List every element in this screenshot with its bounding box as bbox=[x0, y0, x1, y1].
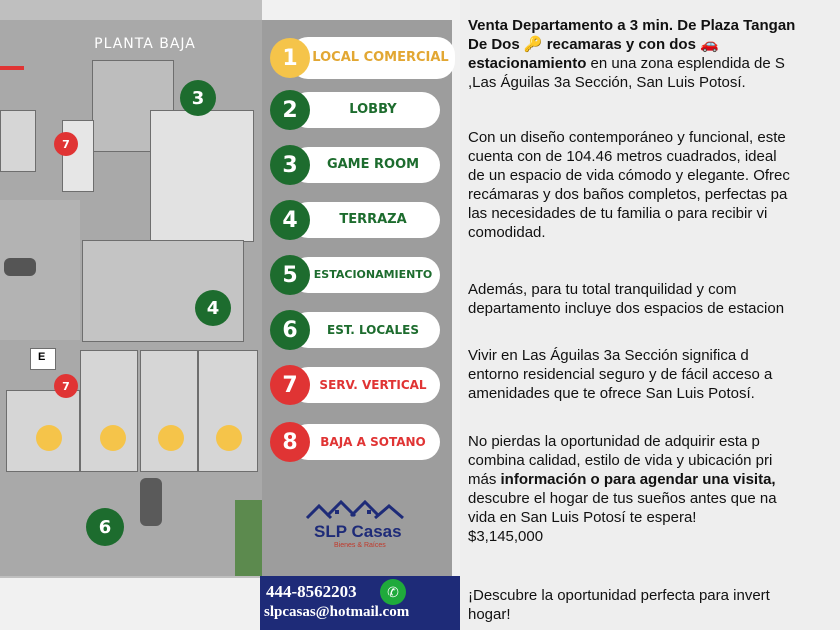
line: cuenta con de 104.46 metros cuadrados, ideal bbox=[468, 148, 777, 165]
garden-strip bbox=[235, 500, 262, 576]
red-arrow-icon bbox=[0, 66, 24, 70]
line-bold: información o para agendar una visita, bbox=[500, 471, 776, 488]
local-marker-2 bbox=[100, 425, 126, 451]
legend-item-lobby bbox=[270, 90, 442, 130]
line: de un espacio de vida cómodo y elegante. Ofrec bbox=[468, 167, 790, 184]
plan-title: PLANTA BAJA bbox=[94, 36, 196, 52]
legend-item-local-comercial bbox=[270, 36, 449, 80]
local-3 bbox=[140, 350, 198, 472]
floor-plan-image bbox=[0, 0, 262, 578]
legend-item-estacionamiento bbox=[270, 255, 442, 295]
local-4 bbox=[198, 350, 258, 472]
line: combina calidad, estilo de vida y ubicación pri bbox=[468, 452, 773, 469]
legend-label: GAME ROOM bbox=[290, 147, 440, 183]
legend-item-serv-vertical bbox=[270, 365, 442, 405]
legend-label: SERV. VERTICAL bbox=[290, 367, 440, 403]
listing-headline bbox=[468, 16, 840, 92]
headline-line-4: ,Las Águilas 3a Sección, San Luis Potosí. bbox=[468, 74, 746, 91]
legend-item-baja-a-sotano bbox=[270, 422, 442, 462]
line: amenidades que te ofrece San Luis Potosí. bbox=[468, 385, 755, 402]
legend-number: 8 bbox=[270, 422, 310, 462]
paragraph-location bbox=[468, 346, 840, 403]
legend-number: 3 bbox=[270, 145, 310, 185]
legend-item-game-room bbox=[270, 145, 442, 185]
legend-number: 2 bbox=[270, 90, 310, 130]
map-marker-3: 3 bbox=[180, 80, 216, 116]
legend-number: 6 bbox=[270, 310, 310, 350]
listing-price: $3,145,000 bbox=[468, 528, 544, 545]
line: vida en San Luis Potosí te espera! bbox=[468, 509, 697, 526]
line: No pierdas la oportunidad de adquirir esta p bbox=[468, 433, 760, 450]
paragraph-parking bbox=[468, 280, 840, 318]
slp-casas-logo bbox=[290, 500, 420, 560]
legend-label: TERRAZA bbox=[290, 202, 440, 238]
headline-line-3 bbox=[468, 54, 840, 73]
line: Además, para tu total tranquilidad y com bbox=[468, 281, 737, 298]
line: Con un diseño contemporáneo y funcional, este bbox=[468, 129, 786, 146]
legend-label: ESTACIONAMIENTO bbox=[290, 257, 440, 293]
line-pre: más bbox=[468, 471, 501, 488]
map-marker-7-bottom: 7 bbox=[54, 374, 78, 398]
legend-item-est-locales bbox=[270, 310, 442, 350]
service-room bbox=[30, 348, 56, 370]
line bbox=[468, 470, 840, 489]
legend-number: 4 bbox=[270, 200, 310, 240]
local-2 bbox=[80, 350, 138, 472]
logo-name: SLP Casas bbox=[314, 522, 402, 541]
headline-line-1: Venta Departamento a 3 min. De Plaza Tangan bbox=[468, 17, 796, 34]
headline-bold: estacionamiento bbox=[468, 55, 587, 72]
paragraph-opportunity bbox=[468, 432, 840, 546]
legend-label: EST. LOCALES bbox=[290, 312, 440, 348]
car-shape bbox=[4, 258, 36, 276]
listing-text-panel bbox=[460, 0, 840, 630]
line: ¡Descubre la oportunidad perfecta para invert bbox=[468, 587, 770, 604]
legend-label: BAJA A SOTANO bbox=[290, 424, 440, 460]
map-marker-6: 6 bbox=[86, 508, 124, 546]
line: Vivir en Las Águilas 3a Sección significa d bbox=[468, 347, 749, 364]
paragraph-design bbox=[468, 128, 840, 242]
contact-bar bbox=[260, 576, 460, 630]
room-letter: E bbox=[38, 351, 46, 363]
line: departamento incluye dos espacios de estacion bbox=[468, 300, 785, 317]
map-marker-4: 4 bbox=[195, 290, 231, 326]
paragraph-closing bbox=[468, 586, 840, 624]
headline-line-2: De Dos 🔑 recamaras y con dos 🚗 bbox=[468, 36, 719, 53]
line: recámaras y dos baños completos, perfectas pa bbox=[468, 186, 788, 203]
headline-rest: en una zona esplendida de S bbox=[586, 55, 785, 72]
legend-label: LOBBY bbox=[290, 92, 440, 128]
line: hogar! bbox=[468, 606, 511, 623]
line: las necesidades de tu familia o para recibir vi bbox=[468, 205, 768, 222]
legend-label: LOCAL COMERCIAL bbox=[290, 37, 455, 79]
line: descubre el hogar de tus sueños antes que na bbox=[468, 490, 777, 507]
local-marker-1 bbox=[36, 425, 62, 451]
lobby-area bbox=[62, 120, 94, 192]
parking-lot bbox=[0, 472, 255, 572]
contact-phone[interactable]: 444-8562203 bbox=[266, 582, 357, 601]
legend-number: 7 bbox=[270, 365, 310, 405]
stair-room bbox=[0, 110, 36, 172]
local-marker-3 bbox=[158, 425, 184, 451]
legend-item-terraza bbox=[270, 200, 442, 240]
local-marker-4 bbox=[216, 425, 242, 451]
line: entorno residencial seguro y de fácil acceso a bbox=[468, 366, 773, 383]
logo-tagline: Bienes & Raíces bbox=[334, 542, 386, 549]
contact-email[interactable]: slpcasas@hotmail.com bbox=[264, 604, 410, 620]
map-marker-7-top: 7 bbox=[54, 132, 78, 156]
line: comodidad. bbox=[468, 224, 546, 241]
parked-car bbox=[140, 478, 162, 526]
legend-panel bbox=[262, 20, 452, 576]
whatsapp-icon[interactable]: ✆ bbox=[380, 579, 406, 605]
legend-number: 1 bbox=[270, 38, 310, 78]
terrace-area bbox=[150, 110, 254, 242]
legend-number: 5 bbox=[270, 255, 310, 295]
